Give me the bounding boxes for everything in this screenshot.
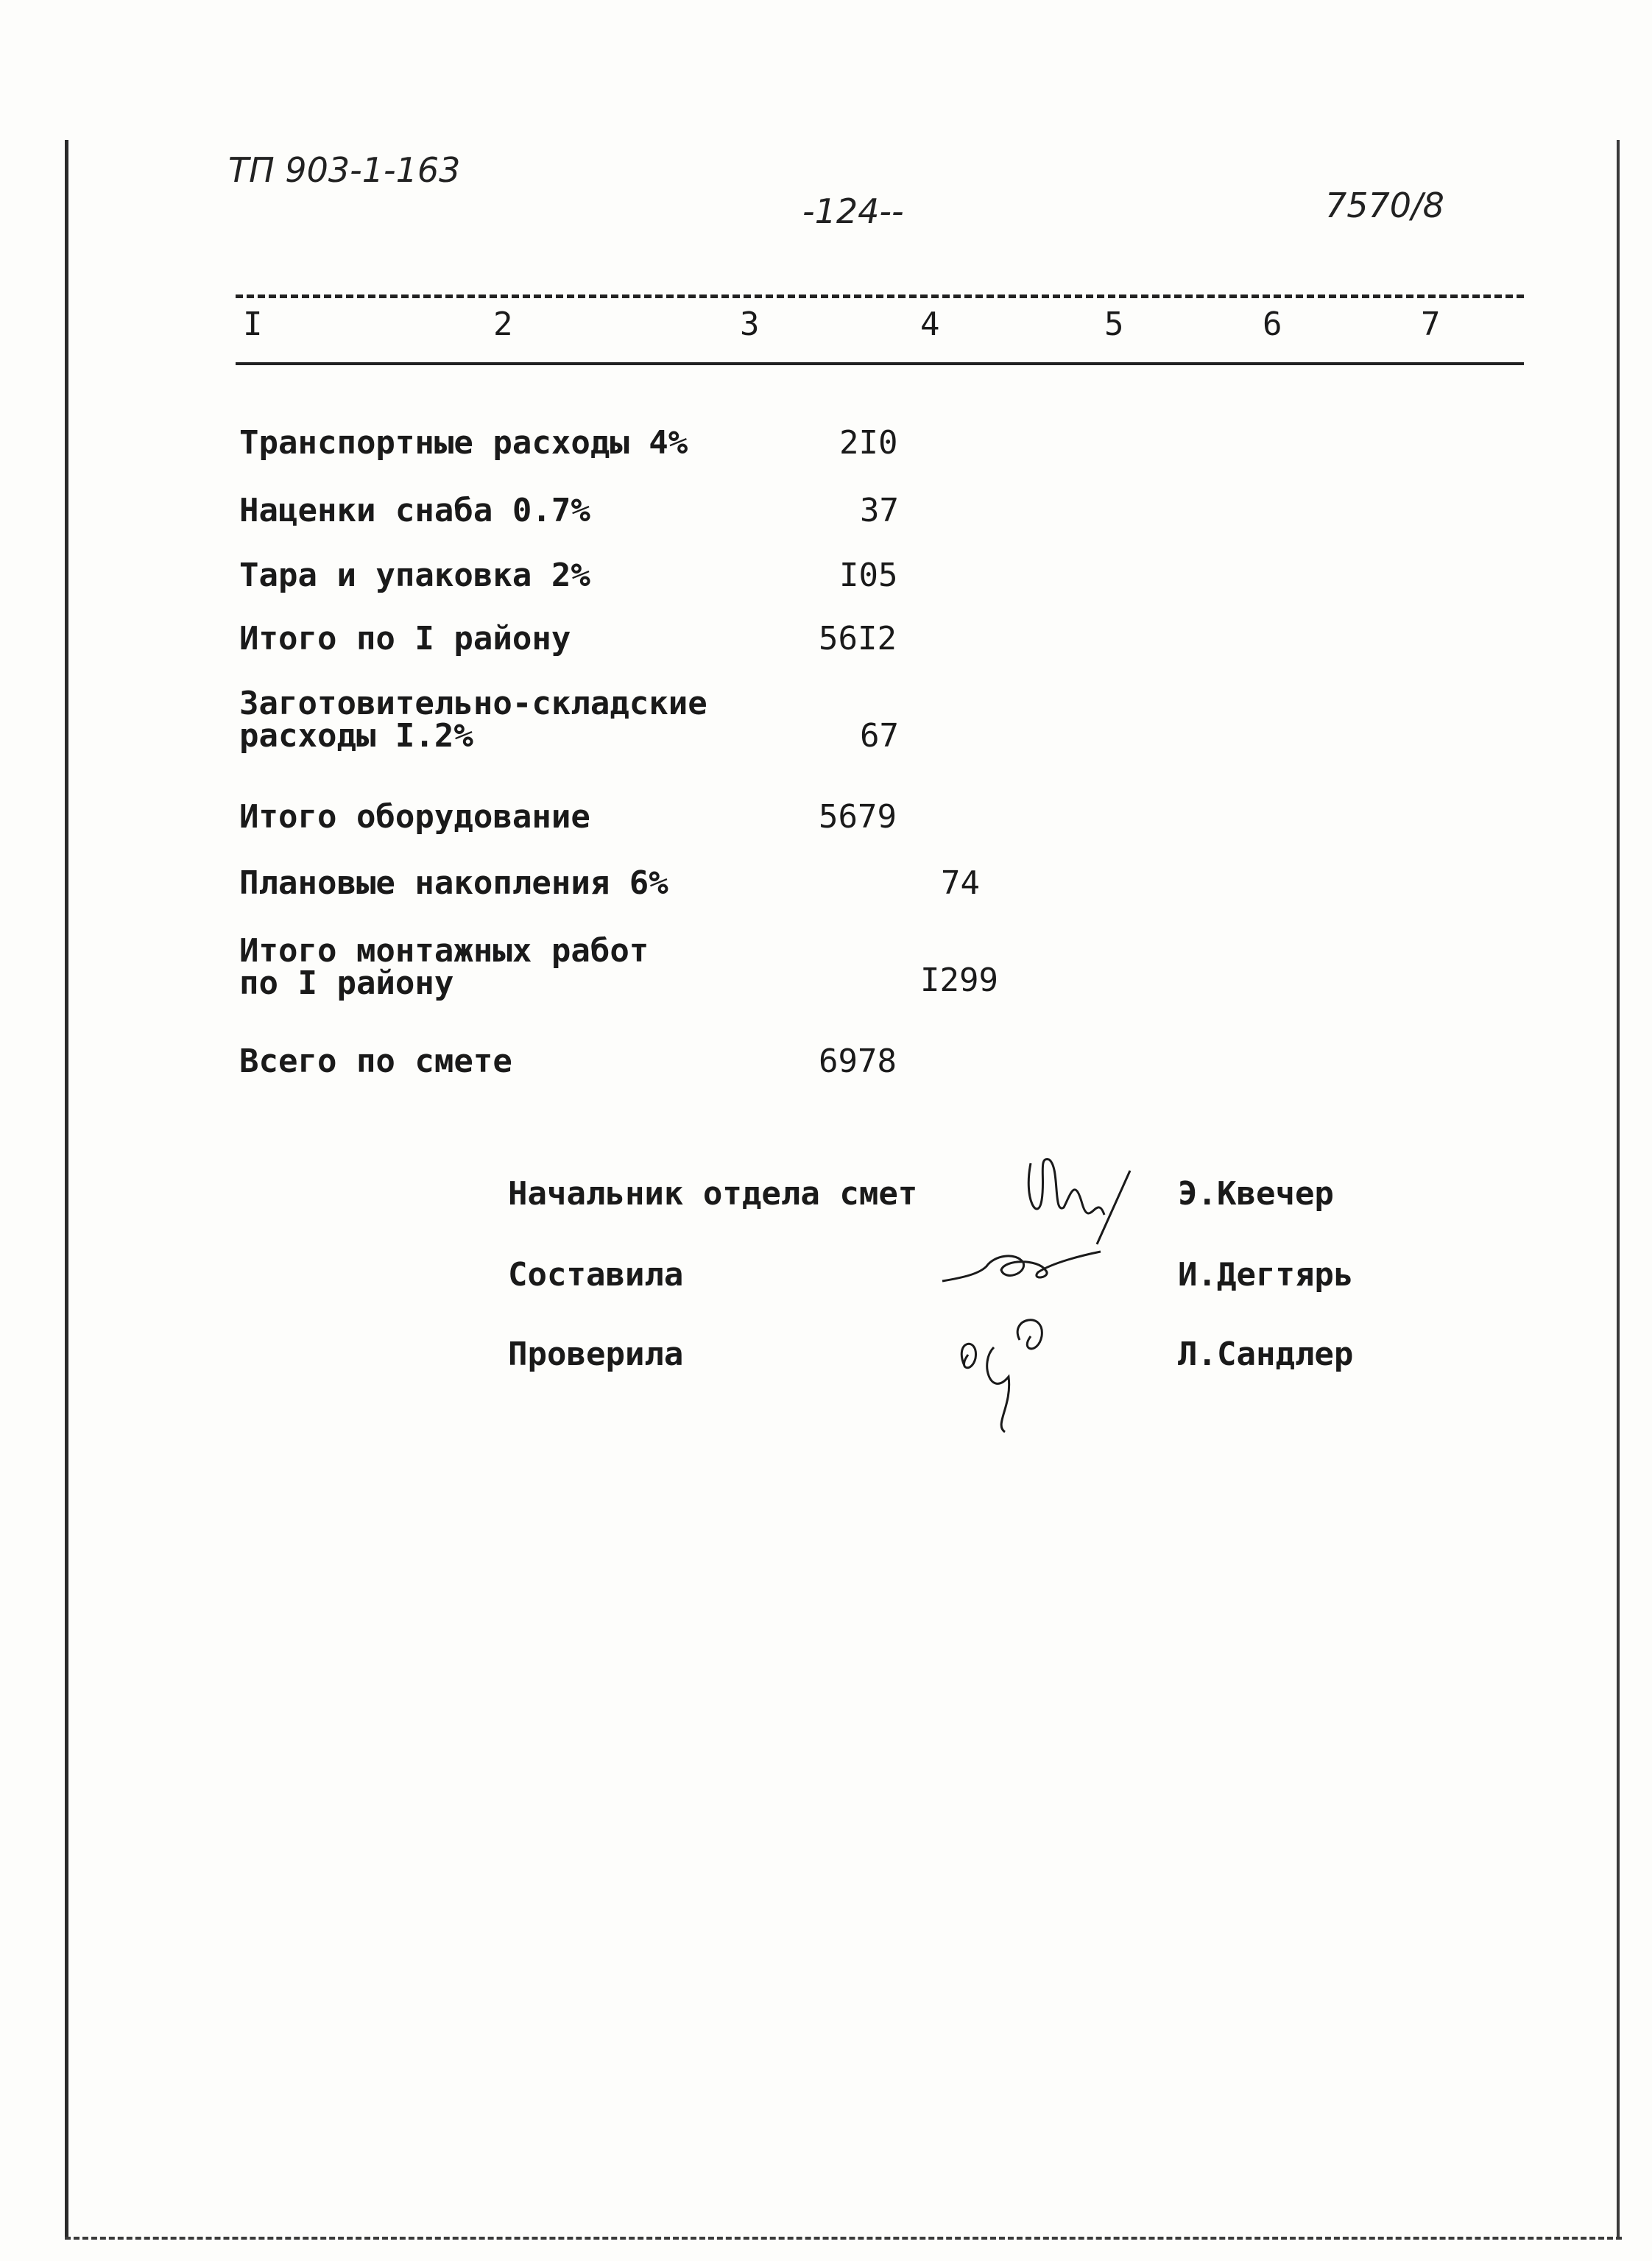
- column-number-1: I: [243, 306, 263, 343]
- signature-name-head: Э.Квечер: [1178, 1175, 1334, 1213]
- row-label-transport: Транспортные расходы 4%: [239, 424, 688, 462]
- signature-role-checked: Проверила: [508, 1336, 684, 1373]
- row-value-district-total: 56I2: [819, 620, 897, 657]
- row-label-planned-savings: Плановые накопления 6%: [239, 864, 668, 902]
- row-value-transport: 2I0: [839, 424, 898, 462]
- column-number-5: 5: [1104, 306, 1124, 343]
- row-label-grand-total: Всего по смете: [239, 1043, 512, 1080]
- column-number-7: 7: [1421, 306, 1441, 343]
- column-number-3: 3: [740, 306, 760, 343]
- signature-name-checked: Л.Сандлер: [1178, 1336, 1354, 1373]
- signature-role-compiled: Составила: [508, 1256, 684, 1294]
- page-number: -124--: [802, 191, 904, 231]
- sheet-number: 7570/8: [1325, 186, 1444, 225]
- row-label-equipment-total: Итого оборудование: [239, 798, 590, 836]
- table-header-top-rule: [236, 294, 1524, 298]
- row-label-procurement: Заготовительно-складские расходы I.2%: [239, 685, 707, 755]
- signature-role-head: Начальник отдела смет: [508, 1175, 918, 1213]
- document-code: ТП 903-1-163: [228, 150, 461, 190]
- page-frame-bottom: [65, 2237, 1622, 2240]
- column-number-6: 6: [1263, 306, 1282, 343]
- page-frame-right: [1617, 140, 1620, 2238]
- signature-compiled-icon: [935, 1237, 1104, 1296]
- page-frame-left: [65, 140, 68, 2238]
- row-value-procurement: 67: [860, 717, 899, 755]
- column-number-2: 2: [493, 306, 513, 343]
- signature-name-compiled: И.Дегтярь: [1178, 1256, 1354, 1294]
- row-value-packaging: I05: [839, 557, 898, 594]
- signature-checked-icon: [950, 1296, 1097, 1436]
- row-label-district-total: Итого по I району: [239, 620, 571, 657]
- row-value-grand-total: 6978: [819, 1043, 897, 1080]
- row-label-markup: Наценки снаба 0.7%: [239, 492, 590, 529]
- row-value-markup: 37: [860, 492, 899, 529]
- row-label-packaging: Тара и упаковка 2%: [239, 557, 590, 594]
- row-label-installation-total: Итого монтажных работ по I району: [239, 932, 649, 1002]
- row-value-installation-total: I299: [920, 962, 998, 999]
- column-number-4: 4: [920, 306, 940, 343]
- row-value-equipment-total: 5679: [819, 798, 897, 836]
- table-header-bottom-rule: [236, 362, 1524, 365]
- signature-head-icon: [1009, 1134, 1141, 1252]
- row-value-planned-savings: 74: [941, 864, 980, 902]
